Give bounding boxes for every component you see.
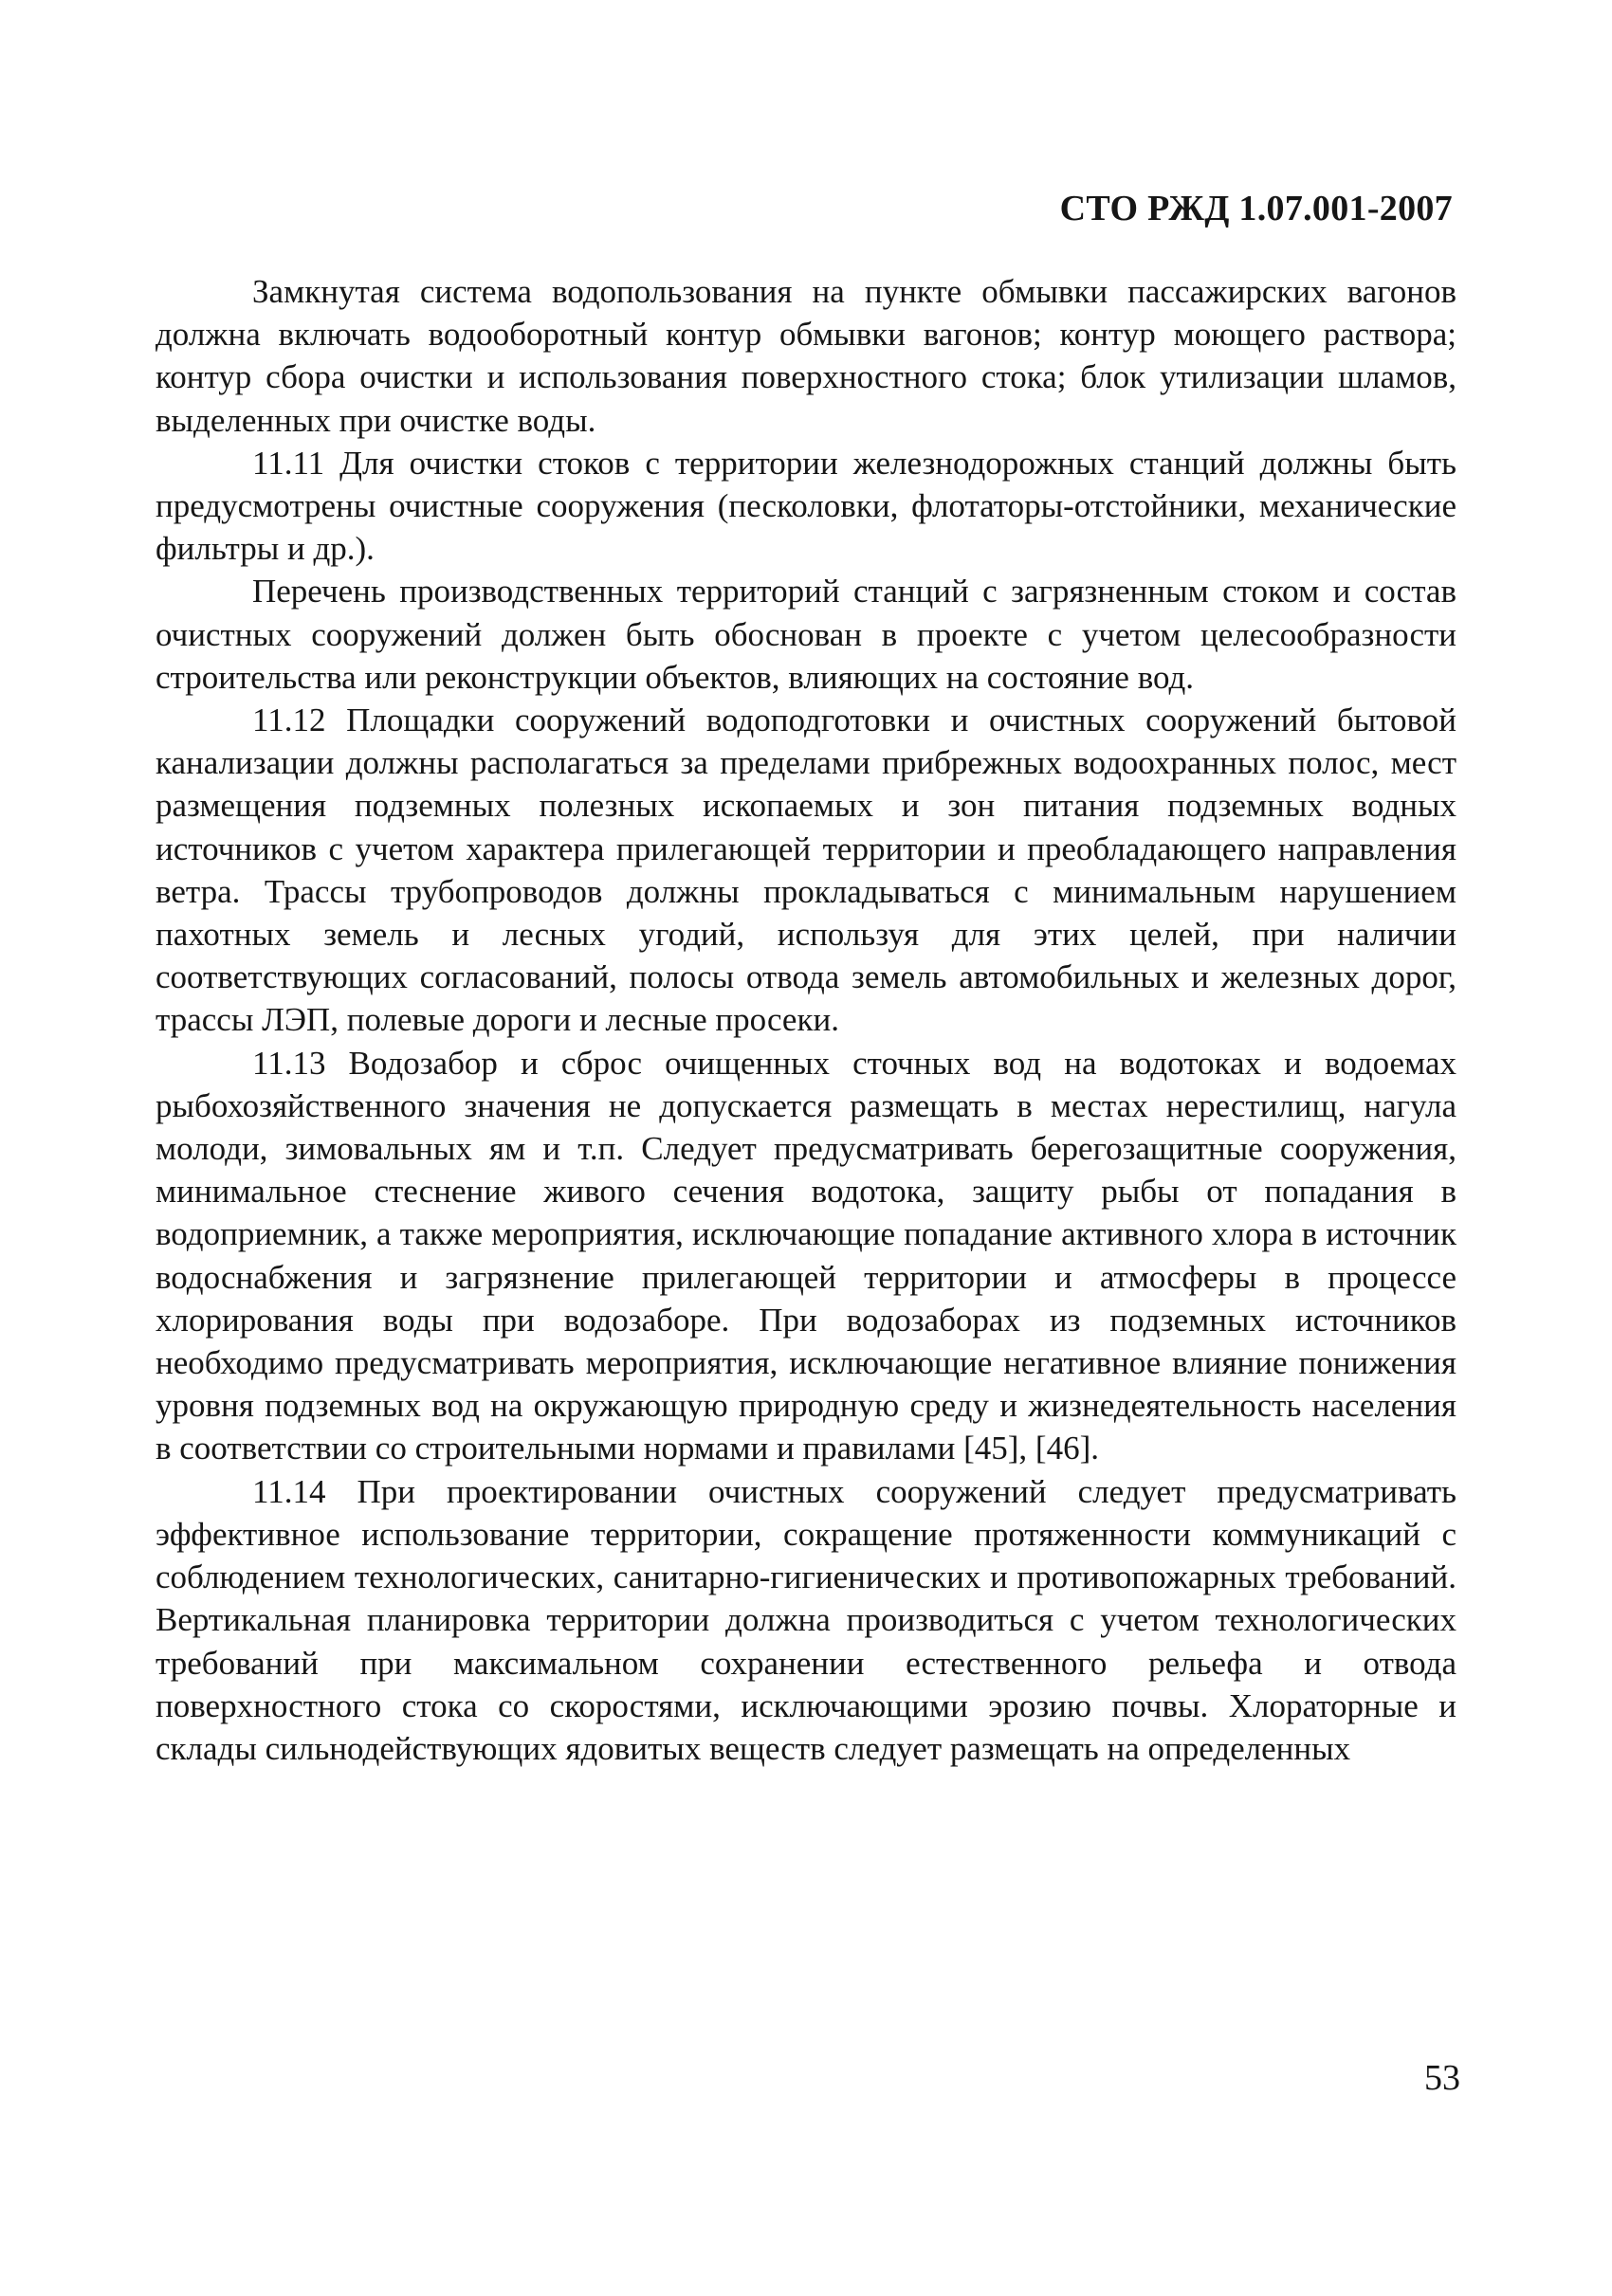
paragraph-11-13: 11.13 Водозабор и сброс очищенных сточных вод на водотоках и водоемах рыбохозяйственного значения не допускается размещать в местах нерестилищ, нагула молоди, зимовальных ям и т.п. Следует предусматривать берегозащитные сооружения, минимальное стеснение живого сечения водотока, защиту рыбы от попадания в водоприемник, а также мероприятия, исключающие попадание активного хлора в источник водоснабжения и загрязнение прилегающей территории и атмосферы в процессе хлорирования воды при водозаборе. При водозаборах из подземных источников необходимо предусматривать мероприятия, исключающие негативное влияние понижения уровня подземных вод на окружающую природную среду и жизнедеятельность населения в соответствии со строительными нормами и правилами [45], [46].	[156, 1044, 1456, 1467]
paragraph-11-11: 11.11 Для очистки стоков с территории железнодорожных станций должны быть предусмотрены очистные сооружения (песколовки, флотаторы-отстойники, механические фильтры и др.).	[156, 444, 1456, 568]
document-body	[156, 270, 1456, 1770]
page-number: 53	[1424, 2058, 1460, 2098]
paragraph-closed-water-system: Замкнутая система водопользования на пункте обмывки пассажирских вагонов должна включать водооборотный контур обмывки вагонов; контур моющего раствора; контур сбора очистки и использования поверхностного стока; блок утилизации шламов, выделенных при очистке воды.	[156, 273, 1456, 439]
paragraph-11-12: 11.12 Площадки сооружений водоподготовки и очистных сооружений бытовой канализации должны располагаться за пределами прибрежных водоохранных полос, мест размещения подземных полезных ископаемых и зон питания подземных водных источников с учетом характера прилегающей территории и преобладающего направления ветра. Трассы трубопроводов должны прокладываться с минимальным нарушением пахотных земель и лесных угодий, используя для этих целей, при наличии соответствующих согласований, полосы отвода земель автомобильных и железных дорог, трассы ЛЭП, полевые дороги и лесные просеки.	[156, 702, 1456, 1039]
paragraph-11-14: 11.14 При проектировании очистных сооружений следует предусматривать эффективное использование территории, сокращение протяженности коммуникаций с соблюдением технологических, санитарно-гигиенических и противопожарных требований. Вертикальная планировка территории должна производиться с учетом технологических требований при максимальном сохранении естественного рельефа и отвода поверхностного стока со скоростями, исключающими эрозию почвы. Хлораторные и склады сильнодействующих ядовитых веществ следует размещать на определенных	[156, 1472, 1456, 1767]
paragraph-station-territories: Перечень производственных территорий станций с загрязненным стоком и состав очистных сооружений должен быть обоснован в проекте с учетом целесообразности строительства или реконструкции объектов, влияющих на состояние вод.	[156, 573, 1456, 696]
document-header: СТО РЖД 1.07.001-2007	[1059, 189, 1453, 228]
